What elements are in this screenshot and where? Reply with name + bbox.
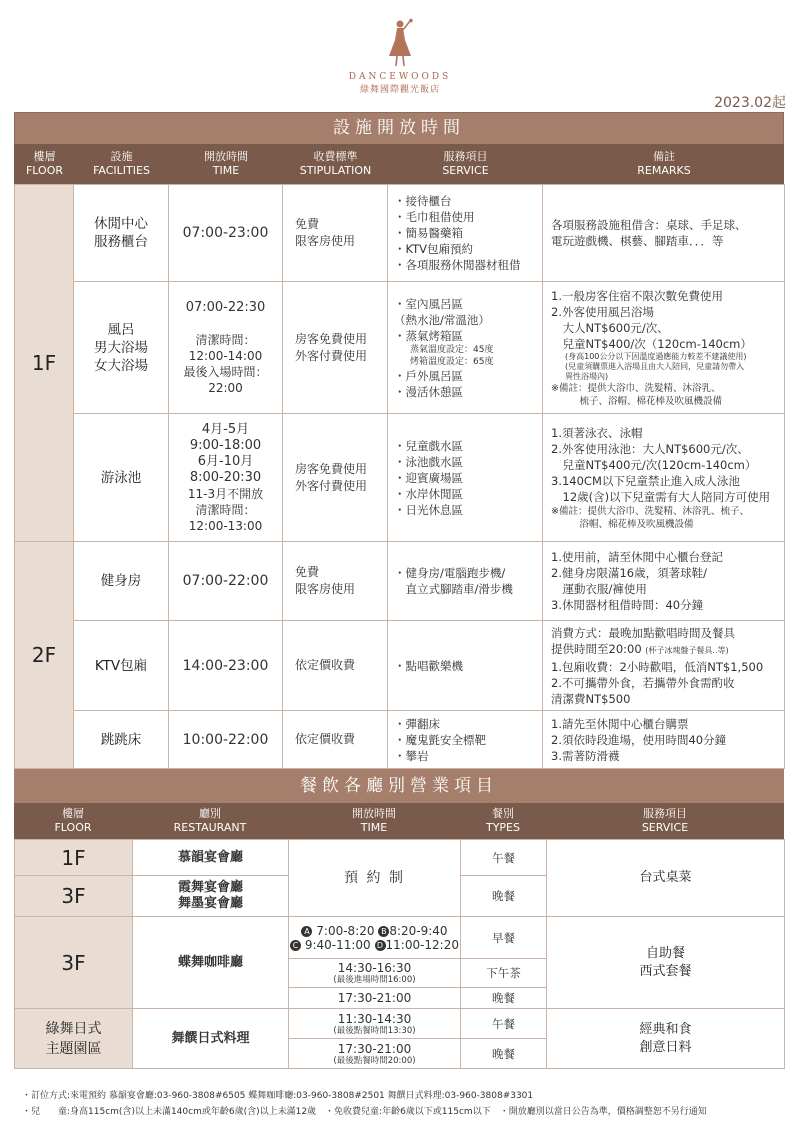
facility-name: 游泳池: [74, 414, 169, 542]
facilities-table: [14, 184, 785, 769]
slot-a-icon: A: [301, 926, 312, 937]
header-time: 開放時間 TIME: [204, 150, 248, 177]
stipulation: 房客免費使用 外客付費使用: [283, 414, 388, 542]
table-row: [15, 185, 785, 282]
meal-type: 晚餐: [461, 988, 547, 1009]
facility-name: 休閒中心 服務櫃台: [74, 185, 169, 282]
stipulation: 依定價收費: [283, 711, 388, 769]
open-time: 07:00-23:00: [169, 185, 283, 282]
lunch-time: 11:30-14:30 (最後點餐時間13:30): [289, 1009, 461, 1039]
table-row: [15, 917, 785, 959]
open-time: 10:00-22:00: [169, 711, 283, 769]
footer-line: ・兒 童:身高115cm(含)以上未滿140cm或年齡6歲(含)以上未滿12歲 ・免收費兒童:年齡6歲以下或115cm以下 ・開放廳別以當日公告為準，價格調整恕不另行通知: [22, 1107, 707, 1117]
dinner-time: 17:30-21:00: [289, 988, 461, 1009]
remarks: 1.使用前，請至休閒中心櫃台登記 2.健身房限滿16歲，須著球鞋/ 運動衣服/褲使用 3.休閒器材租借時間：40分鐘: [543, 542, 785, 621]
remarks: 各項服務設施租借含：桌球、手足球、 電玩遊戲機、棋藝、腳踏車．．．等: [543, 185, 785, 282]
brand-name-en: DANCEWOODS: [348, 72, 452, 82]
header-stipulation: 收費標準 STIPULATION: [299, 150, 372, 177]
facility-name: KTV包廂: [74, 621, 169, 711]
stipulation: 免費 限客房使用: [283, 185, 388, 282]
restaurant-name: 舞饌日式料理: [133, 1009, 289, 1069]
restaurant-floor: 3F: [15, 876, 133, 917]
reservation-only: 預 約 制: [289, 840, 461, 917]
meal-type: 晚餐: [461, 876, 547, 917]
header-facilities: 設施 FACILITIES: [93, 150, 150, 177]
table-row: [15, 414, 785, 542]
meal-type: 晚餐: [461, 1039, 547, 1069]
footer-notes: [22, 1088, 792, 1120]
facilities-title: 設施開放時間: [14, 112, 784, 144]
header-restaurant: 廳別 RESTAURANT: [173, 807, 247, 834]
service-list: ・兒童戲水區 ・泳池戲水區 ・迎賓廣場區 ・水岸休閒區 ・日光休息區: [388, 414, 543, 542]
remarks: 1.須著泳衣、泳帽 2.外客使用泳池：大人NT$600元/次、 兒童NT$400元/次(120cm-140cm） 3.140CM以下兒童禁止進入成人泳池 12歲(含)以下兒童需有大人陪同方可使用 ※備註：提供大浴巾、洗髮精、沐浴乳、梳子、 浴帽、棉花棒及吹風機設備: [543, 414, 785, 542]
restaurant-service: 自助餐 西式套餐: [547, 917, 785, 1009]
breakfast-slots: A 7:00-8:20 B 8:20-9:40 C 9:40-11:00 D 11:00-12:20: [289, 917, 461, 959]
table-row: [15, 1009, 785, 1039]
restaurant-floor: 綠舞日式 主題園區: [15, 1009, 133, 1069]
meal-type: 午餐: [461, 1009, 547, 1039]
footer-line: ・訂位方式:來電預約 慕韻宴會廳:03-960-3808#6505 蝶舞咖啡廳:03-960-3808#2501 舞饌日式料理:03-960-3808#3301: [22, 1091, 534, 1101]
facilities-header: [14, 144, 784, 184]
slot-d-icon: D: [375, 940, 386, 951]
restaurants-header: [14, 803, 784, 839]
restaurants-title: 餐飲各廳別營業項目: [14, 769, 784, 803]
restaurants-table: [14, 839, 785, 1069]
restaurant-name: 霞舞宴會廳 舞墨宴會廳: [133, 876, 289, 917]
header-service: 服務項目 SERVICE: [641, 807, 689, 834]
service-list: ・彈翻床 ・魔鬼氈安全標靶 ・攀岩: [388, 711, 543, 769]
meal-type: 午餐: [461, 840, 547, 876]
header-service: 服務項目 SERVICE: [442, 150, 489, 177]
facility-sheet: [14, 112, 784, 1069]
slot-c-icon: C: [290, 940, 301, 951]
service-list: ・接待櫃台 ・毛巾租借使用 ・簡易醫藥箱 ・KTV包廂預約 ・各項服務休閒器材租借: [388, 185, 543, 282]
slot-b-icon: B: [378, 926, 389, 937]
effective-date: 2023.02起: [714, 95, 786, 111]
stipulation: 房客免費使用 外客付費使用: [283, 282, 388, 414]
dancer-logo-icon: [380, 18, 420, 68]
restaurant-service: 經典和食 創意日料: [547, 1009, 785, 1069]
table-row: [15, 282, 785, 414]
tea-time: 14:30-16:30 (最後進場時間16:00): [289, 959, 461, 988]
remarks: 1.請先至休閒中心櫃台購票 2.須依時段進場，使用時間40分鐘 3.需著防滑襪: [543, 711, 785, 769]
open-time: 4月-5月 9:00-18:00 6月-10月 8:00-20:30 11-3月不開放 清潔時間： 12:00-13:00: [169, 414, 283, 542]
restaurant-floor: 3F: [15, 917, 133, 1009]
restaurant-service: 台式桌菜: [547, 840, 785, 917]
meal-type: 早餐: [461, 917, 547, 959]
service-list: ・健身房/電腦跑步機/ 直立式腳踏車/滑步機: [388, 542, 543, 621]
open-time: 07:00-22:30 清潔時間： 12:00-14:00 最後入場時間： 22:00: [169, 282, 283, 414]
service-list: ・室內風呂區 （熱水池/常溫池） ・蒸氣烤箱區 蒸氣溫度設定：45度 烤箱溫度設定：65度 ・戶外風呂區 ・漫活休憩區: [388, 282, 543, 414]
restaurant-name: 蝶舞咖啡廳: [133, 917, 289, 1009]
stipulation: 免費 限客房使用: [283, 542, 388, 621]
dinner-time: 17:30-21:00 (最後點餐時間20:00): [289, 1039, 461, 1069]
floor-2f: 2F: [15, 542, 74, 769]
facility-name: 風呂 男大浴場 女大浴場: [74, 282, 169, 414]
header-time: 開放時間 TIME: [352, 807, 396, 834]
brand-name-zh: 綠舞國際觀光飯店: [359, 85, 440, 95]
header-floor: 樓層 FLOOR: [54, 807, 92, 834]
open-time: 14:00-23:00: [169, 621, 283, 711]
floor-1f: 1F: [15, 185, 74, 542]
facility-name: 跳跳床: [74, 711, 169, 769]
stipulation: 依定價收費: [283, 621, 388, 711]
meal-type: 下午茶: [461, 959, 547, 988]
restaurant-floor: 1F: [15, 840, 133, 876]
facility-name: 健身房: [74, 542, 169, 621]
open-time: 07:00-22:00: [169, 542, 283, 621]
brand-logo: [0, 18, 800, 95]
remarks: 消費方式：最晚加點歡唱時間及餐具 提供時間至20:00 (杯子冰塊盤子餐具..等) 1.包廂收費：2小時歡唱，低消NT$1,500 2.不可攜帶外食，若攜帶外食需酌收 清潔費NT$500: [543, 621, 785, 711]
header-remarks: 備註 REMARKS: [637, 150, 691, 177]
header-types: 餐別 TYPES: [485, 807, 520, 834]
service-list: ・點唱歡樂機: [388, 621, 543, 711]
table-row: [15, 711, 785, 769]
remarks: 1.一般房客住宿不限次數免費使用 2.外客使用風呂浴場 大人NT$600元/次、 兒童NT$400/次（120cm-140cm） (身高100公分以下因溫度過應能力較差不建議使用) (兒童須購票進入浴場且由大人陪同，兒童請勿帶入 異性浴場內) ※備註：提供大浴巾、洗髮精、沐浴乳、 梳子、浴帽、棉花棒及吹風機設備: [543, 282, 785, 414]
header-floor: 樓層 FLOOR: [25, 150, 64, 177]
restaurant-name: 慕韻宴會廳: [133, 840, 289, 876]
table-row: [15, 542, 785, 621]
table-row: [15, 840, 785, 876]
table-row: [15, 621, 785, 711]
